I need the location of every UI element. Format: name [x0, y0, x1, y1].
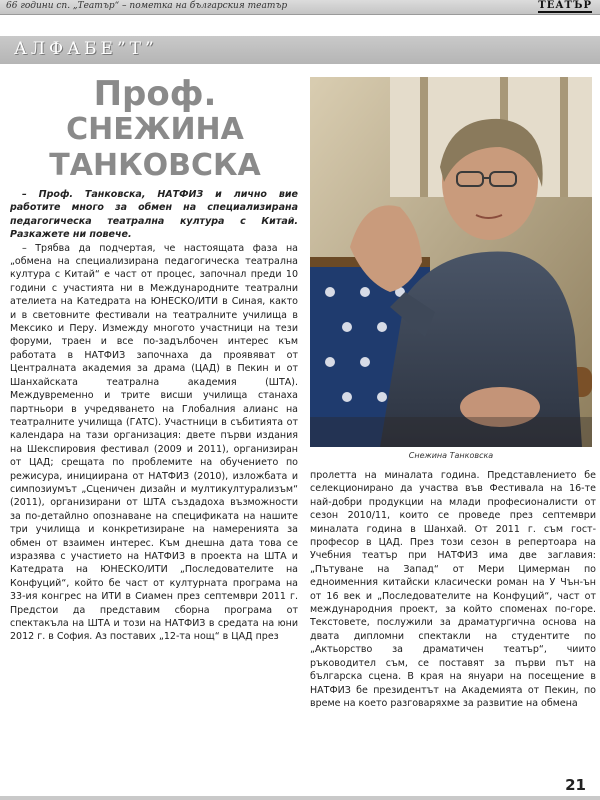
section-strip [0, 36, 600, 64]
running-title: 66 години сп. „Театър“ – пометка на българския театър [6, 1, 288, 11]
portrait-photo [310, 77, 592, 447]
page-number: 21 [565, 776, 586, 794]
magazine-logo: ТЕАТЪР [538, 0, 592, 11]
section-label: АЛФАБЕ”Т” [14, 39, 158, 59]
title-line-3: ТАНКОВСКА [49, 148, 261, 183]
article-column-right [310, 469, 596, 775]
bottom-rule [0, 796, 600, 800]
interview-question: – Проф. Танковска, НАТФИЗ и лично вие работите много за обмен на специализирана педагогическа театрална култура с Китай. Разкажете ни повече. [10, 189, 298, 241]
interview-answer-part-1: – Трябва да подчертая, че настоящата фаза на „обмена на специализирана педагогическа театрална култура с Китай“ е част от процес, започнал преди 10 години с участията ни в Международните театрални ателиета на Катедрата на ЮНЕСКО/ИТИ в Синая, както и в световните фестивали на театралните училища в Мексико и Перу. Измежду многото участници на тези форуми, траен и все по-задълбочен интерес към работата в НАТФИЗ започнаха да проявяват от Централната академия за драма (ЦАД) в Пекин и от Шанхайската театрална академия (ШТА). Междувременно и трите висши училища станаха партньори в учредяването на Глобалния алианс на театралните училища (ГАТС). Участници в събитията от календара на тази организация: двете първи издания на Шекспировия фестивал (2009 и 2011), организиран от ЦАД; срещата по проблемите на обучението по режисура, инициирана от НАТФИЗ (2010), изложбата и симпозиумът „Сценичен дизайн и мултикултурализъм“ (2011), организирани от ШТА създадоха възможности за по-детайлно опознаване на спецификата на нашите три училища и конкретизиране на намеренията за обмен от взаимен интерес. Към днешна дата това се изразява с участието на НАТФИЗ в проекта на ШТА и Катедрата на ЮНЕСКО/ИТИ „Последователите на Конфуций“, който бе част от културната програма на 33-ия конгрес на ИТИ в Сиамен през септември 2011 г. Предстои да представим сборна програма от спектакъла на ШТА и този на НАТФИЗ в средата на юни 2012 г. в София. Аз поставих „12-та нощ“ в ЦАД през [10, 242, 298, 643]
article-column-left [10, 188, 298, 778]
title-line-1: Проф. [93, 74, 217, 114]
article-title [10, 76, 300, 184]
title-line-2: СНЕЖИНА [66, 112, 244, 147]
running-header [0, 0, 600, 15]
photo-caption: Снежина Танковска [408, 451, 494, 460]
interview-answer-part-2: пролетта на миналата година. Представлението бе селекционирано да участва във Фестивала на 16-те най-добри продукции на млади професионалисти от сезон 2010/11, които се проведе през септември миналата година в Шанхай. От 2011 г. съм гост-професор в ЦАД. През този сезон в репертоара на Учебния театър при НАТФИЗ има две заглавия: „Пътуване на Запад“ от Мери Цимерман по едноименния китайски класически роман на У Чън-ън от 16 век и „Последователите на Конфуций“, част от международния проект, за който споменах по-горе. Текстовете, послужили за драматургична основа на двата дипломни спектакли на студентите по „Актьорство за драматичен театър“, чиито ръководител съм, се поставят за първи път на българска сцена. В края на януари на посещение в НАТФИЗ бе президентът на Академията от Пекин, по време на което разговаряхме за развитие на обмена [310, 470, 596, 709]
